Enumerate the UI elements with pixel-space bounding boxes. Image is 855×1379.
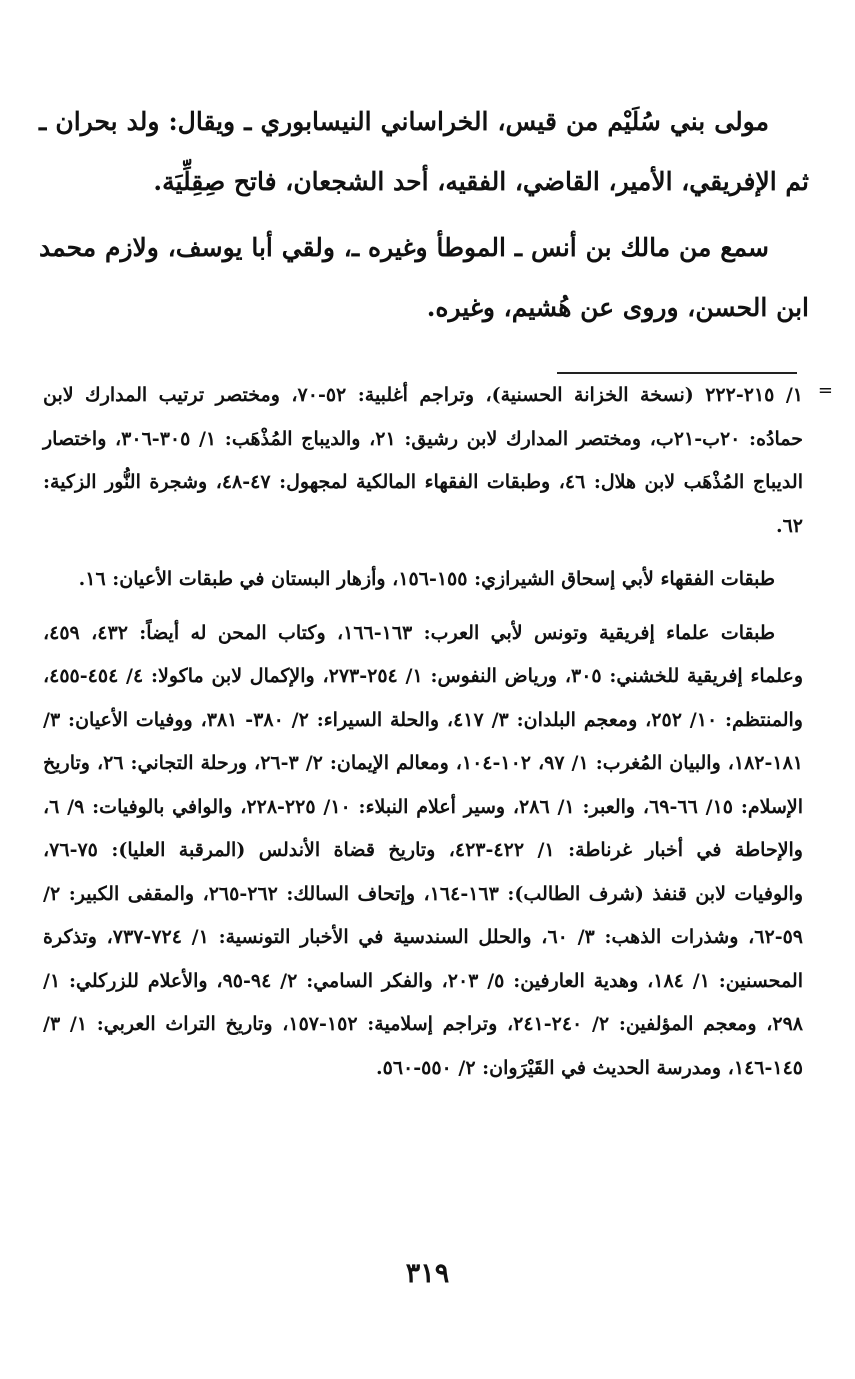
page-number: ٣١٩ — [405, 1258, 450, 1289]
footnote-paragraph-3: طبقات علماء إفريقية وتونس لأبي العرب: ١٦٣-١٦٦، وكتاب المحن له أيضاً: ٤٣٢، ٤٥٩، وعلماء إفريقية للخشني: ٣٠٥، ورياض النفوس: ١/ ٢٥٤-٢٧٣، والإكمال لابن ماكولا: ٤/ ٤٥٤-٤٥٥، والمنتظم: ١٠/ ٢٥٢، ومعجم البلدان: ٣/ ٤١٧، والحلة السيراء: ٢/ ٣٨٠- ٣٨١، ووفيات الأعيان: ٣/ ١٨١-١٨٢، والبيان المُغرب: ١/ ٩٧، ١٠٢-١٠٤، ومعالم الإيمان: ٢/ ٣-٢٦، ورحلة التجاني: ٢٦، وتاريخ الإسلام: ١٥/ ٦٦-٦٩، والعبر: ١/ ٢٨٦، وسير أعلام النبلاء: ١٠/ ٢٢٥-٢٢٨، والوافي بالوفيات: ٩/ ٦، والإحاطة في أخبار غرناطة: ١/ ٤٢٢-٤٢٣، وتاريخ قضاة الأندلس (المرقبة العليا): ٧٥-٧٦، والوفيات لابن قنفذ (شرف الطالب): ١٦٣-١٦٤، وإتحاف السالك: ٢٦٢-٢٦٥، والمقفى الكبير: ٢/ ٥٩-٦٢، وشذرات الذهب: ٣/ ٦٠، والحلل السندسية في الأخبار التونسية: ١/ ٧٢٤-٧٣٧، وتذكرة المحسنين: ١/ ١٨٤، وهدية العارفين: ٥/ ٢٠٣، والفكر السامي: ٢/ ٩٤-٩٥، والأعلام للزركلي: ١/ ٢٩٨، ومعجم المؤلفين: ٢/ ٢٤٠-٢٤١، وتراجم إسلامية: ١٥٢-١٥٧، وتاريخ التراث العربي: ١/ ٣/ ١٤٥-١٤٦، ومدرسة الحديث في القَيْرَوان: ٢/ ٥٥٠-٥٦٠. — [43, 621, 804, 1079]
main-paragraph-2: سمع من مالك بن أنس ـ الموطأ وغيره ـ، ولقي أبا يوسف، ولازم محمد ابن الحسن، وروى عن هُشيم، وغيره. — [39, 233, 809, 322]
footnote-paragraph-2: طبقات الفقهاء لأبي إسحاق الشيرازي: ١٥٥-١٥٦، وأزهار البستان في طبقات الأعيان: ١٦. — [78, 568, 775, 590]
footnotes — [43, 374, 803, 1100]
main-paragraph-1: مولى بني سُلَيْم من قيس، الخراساني النيسابوري ـ ويقال: ولد بحران ـ ثم الإفريقي، الأمير، القاضي، الفقيه، أحد الشجعان، فاتح صِقِلِّيَة. — [39, 107, 809, 196]
footnote-paragraph-1: ١/ ٢١٥-٢٢٢ (نسخة الخزانة الحسنية)، وتراجم أغلبية: ٥٢-٧٠، ومختصر ترتيب المدارك لابن حمادُه: ٢٠ب-٢١ب، ومختصر المدارك لابن رشيق: ٢١، والديباج المُذْهَب: ١/ ٣٠٥-٣٠٦، واختصار الديباج المُذْهَب لابن هلال: ٤٦، وطبقات الفقهاء المالكية لمجهول: ٤٧-٤٨، وشجرة النُّور الزكية: ٦٢. — [43, 384, 804, 537]
footnote-continuation-marker: = — [817, 380, 833, 401]
main-text — [39, 92, 809, 344]
